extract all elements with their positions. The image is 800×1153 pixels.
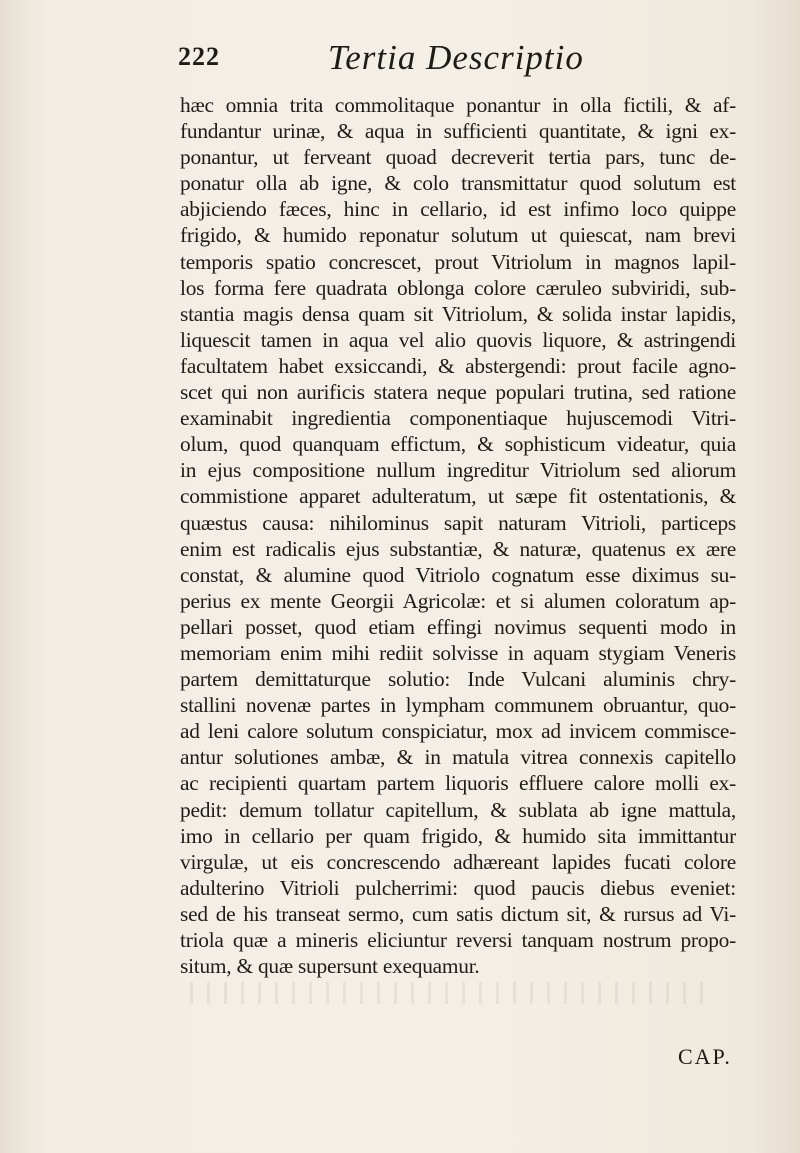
- text-line: examinabit ingredientia componentiaque hujuscemodi Vitri-: [180, 406, 736, 431]
- text-line: fundantur urinæ, & aqua in sufficienti quantitate, & igni ex-: [180, 119, 736, 144]
- text-line: ponantur, ut ferveant quoad decreverit tertia pars, tunc de-: [180, 145, 736, 170]
- text-line: commistione apparet adulteratum, ut sæpe fit ostentationis, &: [180, 484, 736, 509]
- text-line: constat, & alumine quod Vitriolo cognatum esse diximus su-: [180, 562, 736, 587]
- text-line: situm, & quæ supersunt exequamur.: [180, 954, 480, 979]
- text-line: hæc omnia trita commolitaque ponantur in olla fictili, & af-: [180, 93, 736, 117]
- text-line: olum, quod quanquam effictum, & sophisticum videatur, quia: [180, 432, 736, 457]
- running-title: Tertia Descriptio: [328, 38, 584, 77]
- text-line: frigido, & humido reponatur solutum ut quiescat, nam brevi: [180, 223, 736, 248]
- text-line: triola quæ a mineris eliciuntur reversi tanquam nostrum propo-: [180, 928, 736, 952]
- text-line: enim est radicalis ejus substantiæ, & naturæ, quatenus ex ære: [180, 536, 736, 561]
- text-line: scet qui non aurificis statera neque populari trutina, sed ratione: [180, 380, 736, 405]
- text-line: in ejus compositione nullum ingreditur Vitriolum sed aliorum: [180, 458, 736, 483]
- text-line: liquescit tamen in aqua vel alio quovis liquore, & astringendi: [180, 327, 736, 352]
- text-line: stantia magis densa quam sit Vitriolum, & solida instar lapidis,: [180, 301, 736, 326]
- text-line: ad leni calore solutum conspiciatur, mox ad invicem commisce-: [180, 719, 736, 744]
- text-line: sed de his transeat sermo, cum satis dictum sit, & rursus ad Vi-: [180, 901, 736, 926]
- body-text: [180, 92, 736, 979]
- text-line: facultatem habet exsiccandi, & abstergendi: prout facile agno-: [180, 353, 736, 378]
- text-line: ac recipienti quartam partem liquoris effluere calore molli ex-: [180, 771, 736, 796]
- text-line: ponatur olla ab igne, & colo transmittatur quod solutum est: [180, 171, 736, 196]
- text-line: quæstus causa: nihilominus sapit naturam Vitrioli, particeps: [180, 510, 736, 535]
- text-line: adulterino Vitrioli pulcherrimi: quod paucis diebus eveniet:: [180, 875, 736, 900]
- text-line: abjiciendo fæces, hinc in cellario, id est infimo loco quippe: [180, 197, 736, 222]
- text-line: antur solutiones ambæ, & in matula vitrea connexis capitello: [180, 745, 736, 770]
- text-line: virgulæ, ut eis concrescendo adhæreant lapides fucati colore: [180, 849, 736, 874]
- text-line: stallini novenæ partes in lympham communem obruantur, quo-: [180, 693, 736, 718]
- catchword: CAP.: [678, 1044, 732, 1069]
- text-line: partem demittaturque solutio: Inde Vulcani aluminis chry-: [180, 667, 736, 692]
- text-line: imo in cellario per quam frigido, & humido sita immittantur: [180, 823, 736, 848]
- page-header: [178, 40, 738, 80]
- text-line: pellari posset, quod etiam effingi novimus sequenti modo in: [180, 614, 736, 639]
- text-line: pedit: demum tollatur capitellum, & sublata ab igne mattula,: [180, 797, 736, 822]
- text-line: temporis spatio concrescet, prout Vitriolum in magnos lapil-: [180, 249, 736, 274]
- text-line: memoriam enim mihi rediit solvisse in aquam stygiam Veneris: [180, 640, 736, 665]
- text-line: los forma fere quadrata oblonga colore cæruleo subviridi, sub-: [180, 275, 736, 300]
- page-number: 222: [178, 42, 220, 71]
- text-line: perius ex mente Georgii Agricolæ: et si alumen coloratum ap-: [180, 588, 736, 613]
- show-through-marks: [190, 982, 710, 1004]
